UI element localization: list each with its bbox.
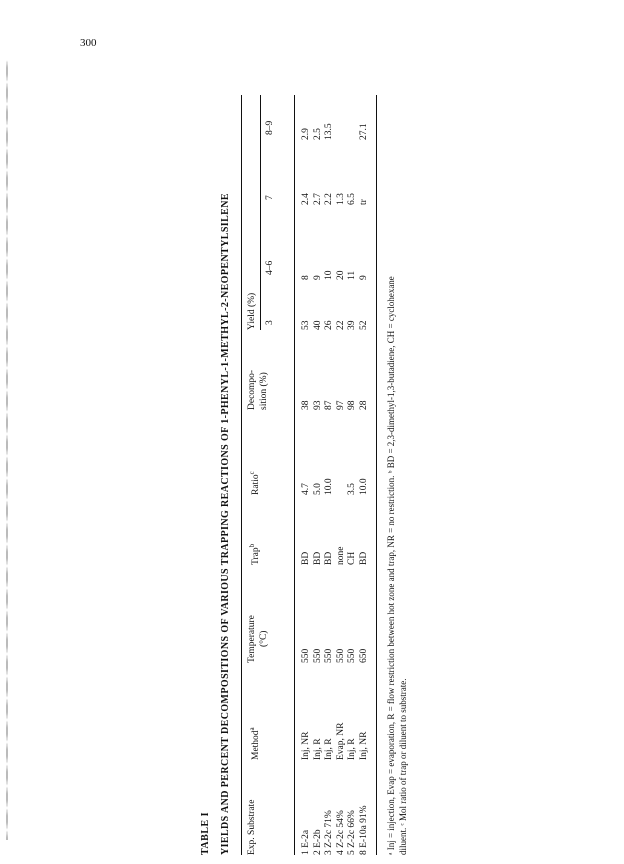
- table-cell-y8-9: 13.5: [324, 123, 334, 140]
- table-cell-y3: 40: [312, 320, 323, 330]
- table-cell-y3: 26: [324, 320, 334, 330]
- table-cell-ratio: 10.0: [358, 478, 369, 495]
- data-table: [301, 95, 370, 855]
- header-exp-substrate: Exp. Substrate: [247, 799, 257, 855]
- header-yield-3: 3: [265, 320, 275, 325]
- table-cell-temp: 550: [335, 648, 346, 663]
- table-cell-decomp: 98: [347, 400, 357, 410]
- table-header: [242, 95, 294, 855]
- table-cell-exp: 2 E-2b: [312, 829, 323, 855]
- table-cell-y7: 6.5: [347, 193, 357, 205]
- table-cell-decomp: 28: [358, 400, 369, 410]
- table-cell-y4-6: 10: [324, 270, 334, 280]
- header-yield-7: 7: [265, 195, 275, 200]
- table-cell-method: Inj, NR: [301, 731, 311, 760]
- table-row: [313, 95, 325, 855]
- scan-edge-dots: [6, 60, 8, 840]
- header-decomposition: Decompo- sition (%): [247, 369, 269, 410]
- table-cell-method: Inj, R: [347, 738, 357, 760]
- table-cell-trap: BD: [358, 551, 369, 565]
- table-cell-exp: 4 Z-2c 54%: [335, 810, 346, 855]
- table-cell-temp: 650: [358, 648, 369, 663]
- table-cell-y7: 2.2: [324, 193, 334, 205]
- table-cell-method: Inj, R: [312, 738, 323, 760]
- table-cell-y7: 1.3: [335, 193, 346, 205]
- table-cell-y8-9: 2.5: [312, 128, 323, 140]
- table-cell-decomp: 97: [335, 400, 346, 410]
- table-cell-temp: 550: [347, 648, 357, 663]
- header-yield-8-9: 8–9: [265, 120, 275, 135]
- header-yield-4-6: 4–6: [265, 260, 275, 275]
- table-cell-y3: 22: [335, 320, 346, 330]
- table-cell-trap: none: [335, 546, 346, 565]
- table-cell-y4-6: 9: [358, 275, 369, 280]
- table-bottom-rule: [376, 95, 377, 855]
- table-cell-y3: 52: [358, 320, 369, 330]
- table-title: YIELDS AND PERCENT DECOMPOSITIONS OF VARIOUS TRAPPING REACTIONS OF 1-PHENYL-1-METHYL-2-NEOPENTYLSILENE: [220, 193, 231, 855]
- rotated-table-block: [200, 55, 624, 855]
- table-cell-y8-9: [347, 95, 359, 140]
- table-cell-exp: 5 Z-2c 66%: [347, 810, 357, 855]
- table-cell-method: Inj, R: [324, 738, 334, 760]
- table-row: [301, 95, 313, 855]
- footnote-line-2: diluent. ᶜ Mol ratio of trap or diluent to substrate.: [398, 678, 408, 855]
- table-cell-temp: 550: [312, 648, 323, 663]
- table-cell-trap: BD: [324, 551, 334, 565]
- table-cell-method: Inj, NR: [358, 731, 369, 760]
- header-temperature: Temperature (°C): [247, 615, 269, 663]
- table-cell-y8-9: 27.1: [358, 123, 369, 140]
- table-cell-decomp: 38: [301, 400, 311, 410]
- table-cell-method: Evap, NR: [335, 722, 346, 760]
- table-cell-ratio: 5.0: [312, 483, 323, 495]
- page-number: 300: [80, 37, 97, 49]
- table-cell-y4-6: 8: [301, 275, 311, 280]
- table-cell-y4-6: 9: [312, 275, 323, 280]
- table-cell-y8-9: [336, 95, 348, 140]
- table-cell-exp: 3 Z-2c 71%: [324, 810, 334, 855]
- table-row: [359, 95, 371, 855]
- header-trap: Trap$^b$: [248, 543, 262, 565]
- table-cell-trap: BD: [301, 551, 311, 565]
- table-cell-trap: BD: [312, 551, 323, 565]
- table-cell-trap: CH: [347, 551, 357, 565]
- table-cell-y4-6: 20: [335, 270, 346, 280]
- table-row: [336, 95, 348, 855]
- table-cell-temp: 550: [324, 648, 334, 663]
- table-cell-ratio: 10.0: [324, 478, 334, 495]
- table-label: TABLE I: [200, 811, 211, 855]
- table-header-rule: [294, 95, 295, 855]
- yield-group-rule: [260, 95, 261, 330]
- table-cell-ratio: 4.7: [301, 483, 311, 495]
- table-cell-decomp: 87: [324, 400, 334, 410]
- table-cell-ratio: [336, 410, 348, 495]
- header-yield-group: Yield (%): [247, 292, 257, 330]
- table-cell-ratio: 3.5: [347, 483, 357, 495]
- table-cell-exp: 1 E-2a: [301, 829, 311, 855]
- table-cell-decomp: 93: [312, 400, 323, 410]
- table-cell-y7: tr: [358, 199, 369, 205]
- table-cell-y8-9: 2.9: [301, 128, 311, 140]
- table-cell-y7: 2.4: [301, 193, 311, 205]
- table-body: [301, 95, 370, 855]
- table-row: [324, 95, 336, 855]
- table-cell-temp: 550: [301, 648, 311, 663]
- table-cell-y7: 2.7: [312, 193, 323, 205]
- table-row: [347, 95, 359, 855]
- header-method: Method$^a$: [248, 727, 262, 760]
- table-cell-y3: 53: [301, 320, 311, 330]
- table-cell-y3: 39: [347, 320, 357, 330]
- table-cell-exp: 8 E-10a 91%: [358, 805, 369, 855]
- table-footnotes: [385, 95, 409, 855]
- table-cell-y4-6: 11: [347, 270, 357, 280]
- header-ratio: Ratio$^c$: [248, 471, 262, 495]
- footnote-line-1: ᵃ Inj = injection, Evap = evaporation, R = flow restriction between hot zone and trap, NR = no restriction. ᵇ BD = 2,3-dimethyl-1,3-butadiene, CH = cyclohexane: [386, 276, 396, 855]
